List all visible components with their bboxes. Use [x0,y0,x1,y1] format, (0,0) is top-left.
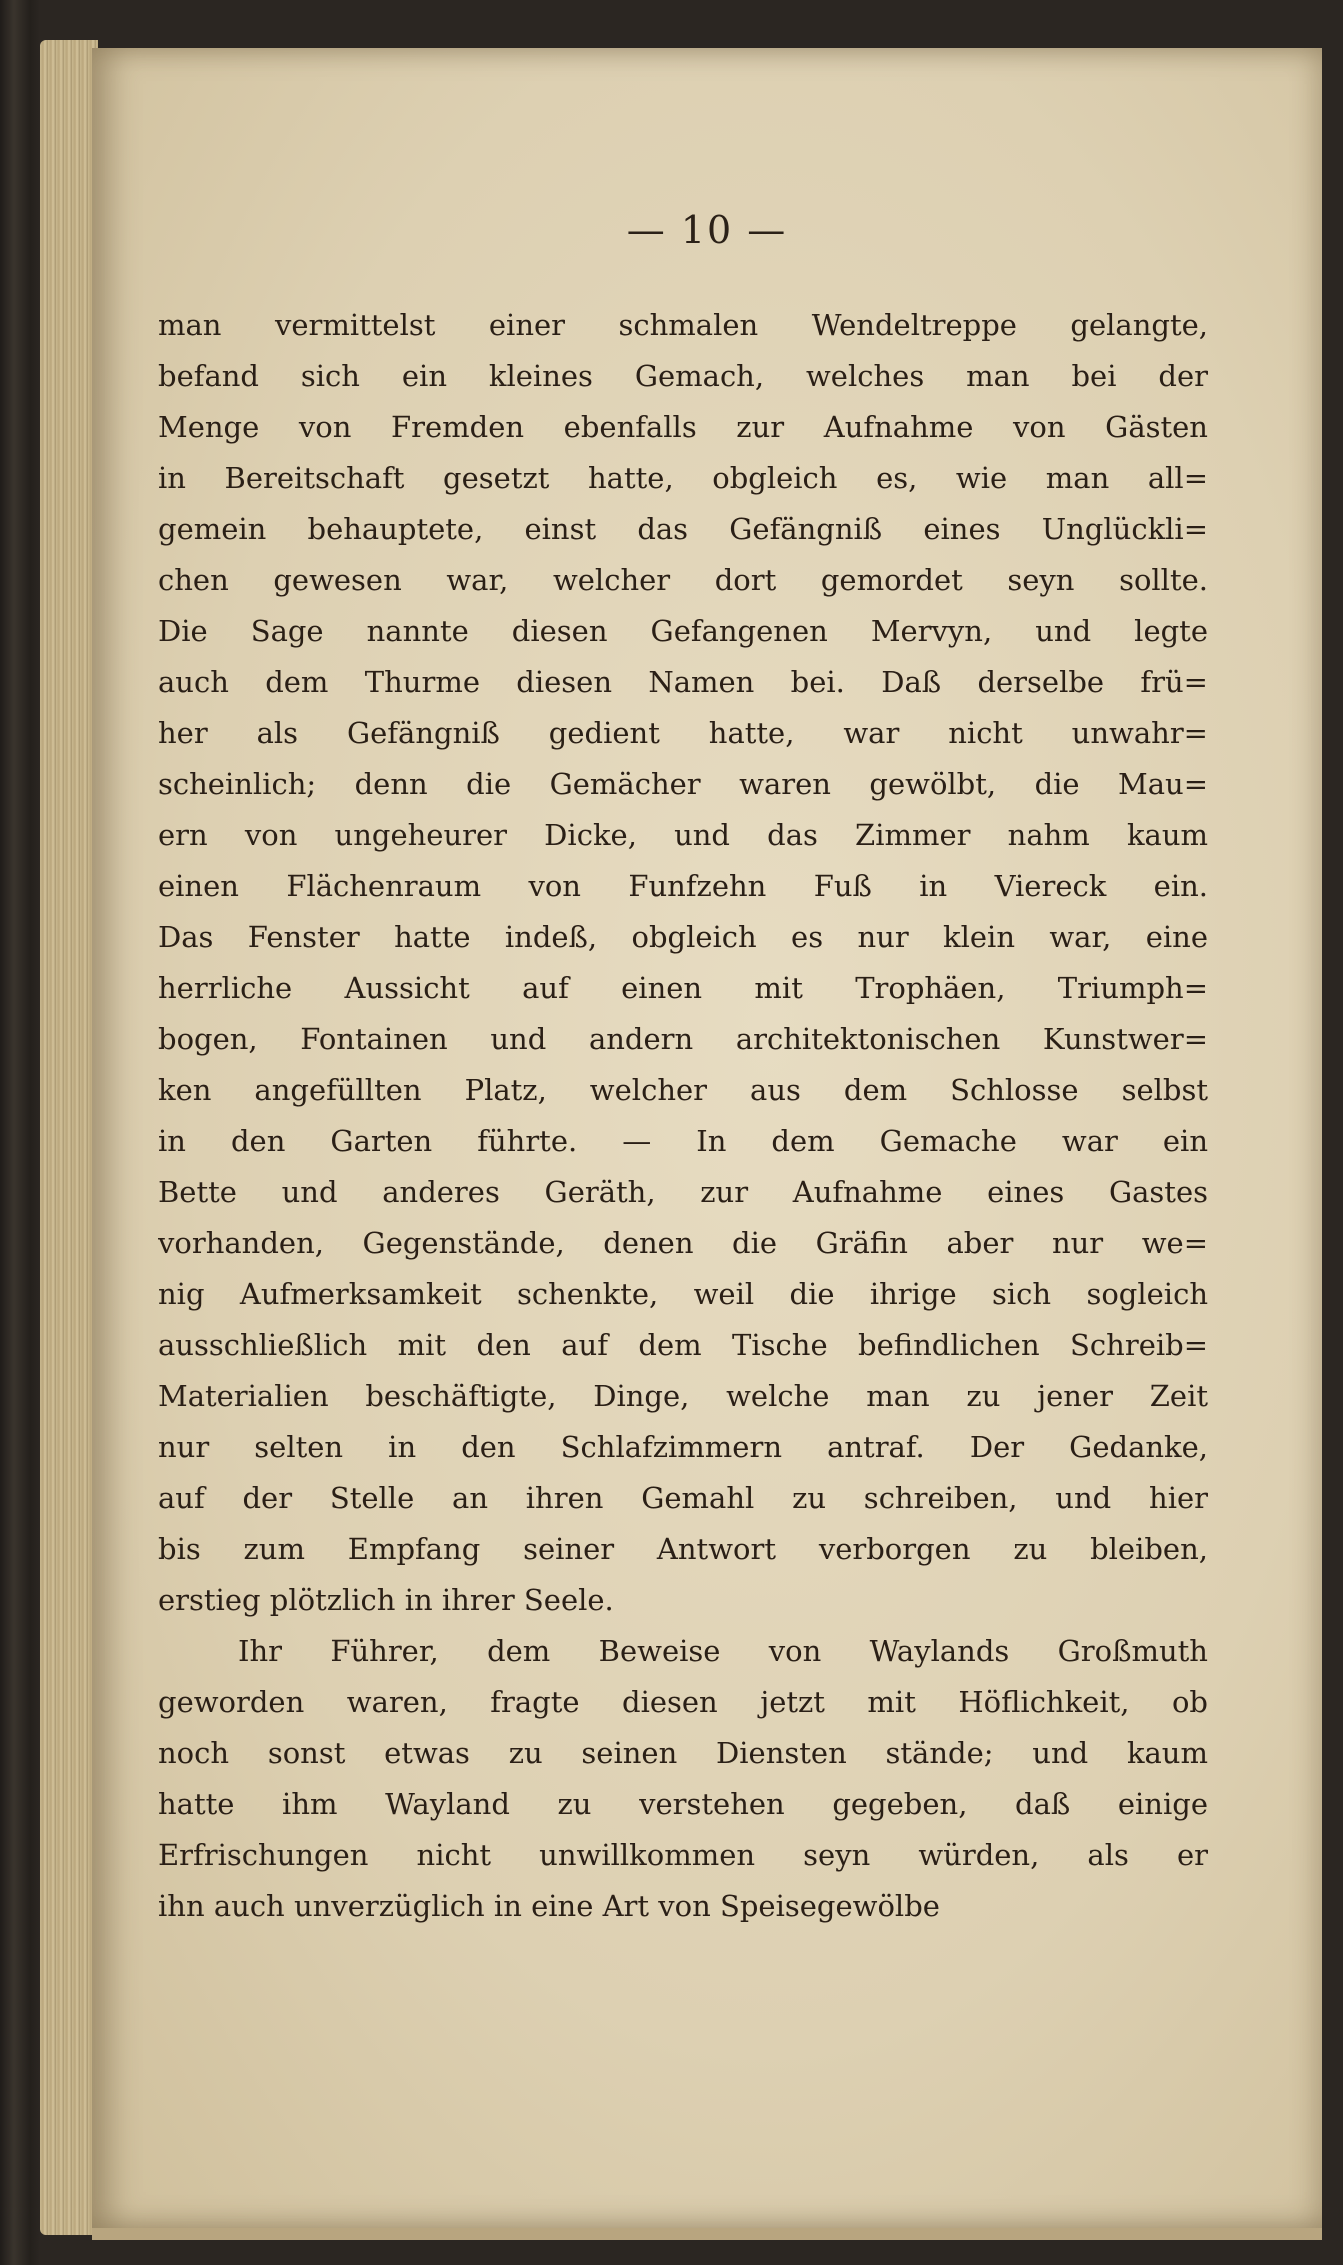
text-line: ausschließlich mit den auf dem Tische befindlichen Schreib= [158,1328,1208,1362]
text-line: bis zum Empfang seiner Antwort verborgen zu bleiben, [158,1532,1208,1566]
text-line: ihn auch unverzüglich in eine Art von Speisegewölbe [158,1889,940,1923]
text-line: nig Aufmerksamkeit schenkte, weil die ihrige sich sogleich [158,1277,1208,1311]
page-stack-edge [40,40,98,2235]
text-line: Menge von Fremden ebenfalls zur Aufnahme von Gästen [158,410,1208,444]
text-line: einen Flächenraum von Funfzehn Fuß in Viereck ein. [158,869,1208,903]
text-line: in Bereitschaft gesetzt hatte, obgleich es, wie man all= [158,461,1208,495]
text-line: gemein behauptete, einst das Gefängniß eines Unglückli= [158,512,1208,546]
text-line: noch sonst etwas zu seinen Diensten stände; und kaum [158,1736,1208,1770]
text-line: Materialien beschäftigte, Dinge, welche man zu jener Zeit [158,1379,1208,1413]
text-line: Bette und anderes Geräth, zur Aufnahme eines Gastes [158,1175,1208,1209]
text-line: man vermittelst einer schmalen Wendeltreppe gelangte, [158,308,1208,342]
text-line: Das Fenster hatte indeß, obgleich es nur klein war, eine [158,920,1208,954]
text-line: befand sich ein kleines Gemach, welches man bei der [158,359,1208,393]
text-line: hatte ihm Wayland zu verstehen gegeben, daß einige [158,1787,1208,1821]
text-line: herrliche Aussicht auf einen mit Trophäen, Triumph= [158,971,1208,1005]
text-line: nur selten in den Schlafzimmern antraf. Der Gedanke, [158,1430,1208,1464]
text-line: in den Garten führte. — In dem Gemache war ein [158,1124,1208,1158]
text-line: chen gewesen war, welcher dort gemordet seyn sollte. [158,563,1208,597]
text-line: auf der Stelle an ihren Gemahl zu schreiben, und hier [158,1481,1208,1515]
page-bottom-edge [92,2228,1322,2240]
text-line: erstieg plötzlich in ihrer Seele. [158,1583,614,1617]
text-line: Erfrischungen nicht unwillkommen seyn würden, als er [158,1838,1208,1872]
text-line: Die Sage nannte diesen Gefangenen Mervyn, und legte [158,614,1208,648]
text-line: geworden waren, fragte diesen jetzt mit Höflichkeit, ob [158,1685,1208,1719]
body-text [158,300,1208,1932]
text-line: bogen, Fontainen und andern architektonischen Kunstwer= [158,1022,1208,1056]
text-line: vorhanden, Gegenstände, denen die Gräfin aber nur we= [158,1226,1208,1260]
text-line: her als Gefängniß gedient hatte, war nicht unwahr= [158,716,1208,750]
text-line: ern von ungeheurer Dicke, und das Zimmer nahm kaum [158,818,1208,852]
text-line: auch dem Thurme diesen Namen bei. Daß derselbe frü= [158,665,1208,699]
page-number: — 10 — [626,208,788,252]
text-line: scheinlich; denn die Gemächer waren gewölbt, die Mau= [158,767,1208,801]
text-line: Ihr Führer, dem Beweise von Waylands Großmuth [238,1634,1208,1668]
text-line: ken angefüllten Platz, welcher aus dem Schlosse selbst [158,1073,1208,1107]
